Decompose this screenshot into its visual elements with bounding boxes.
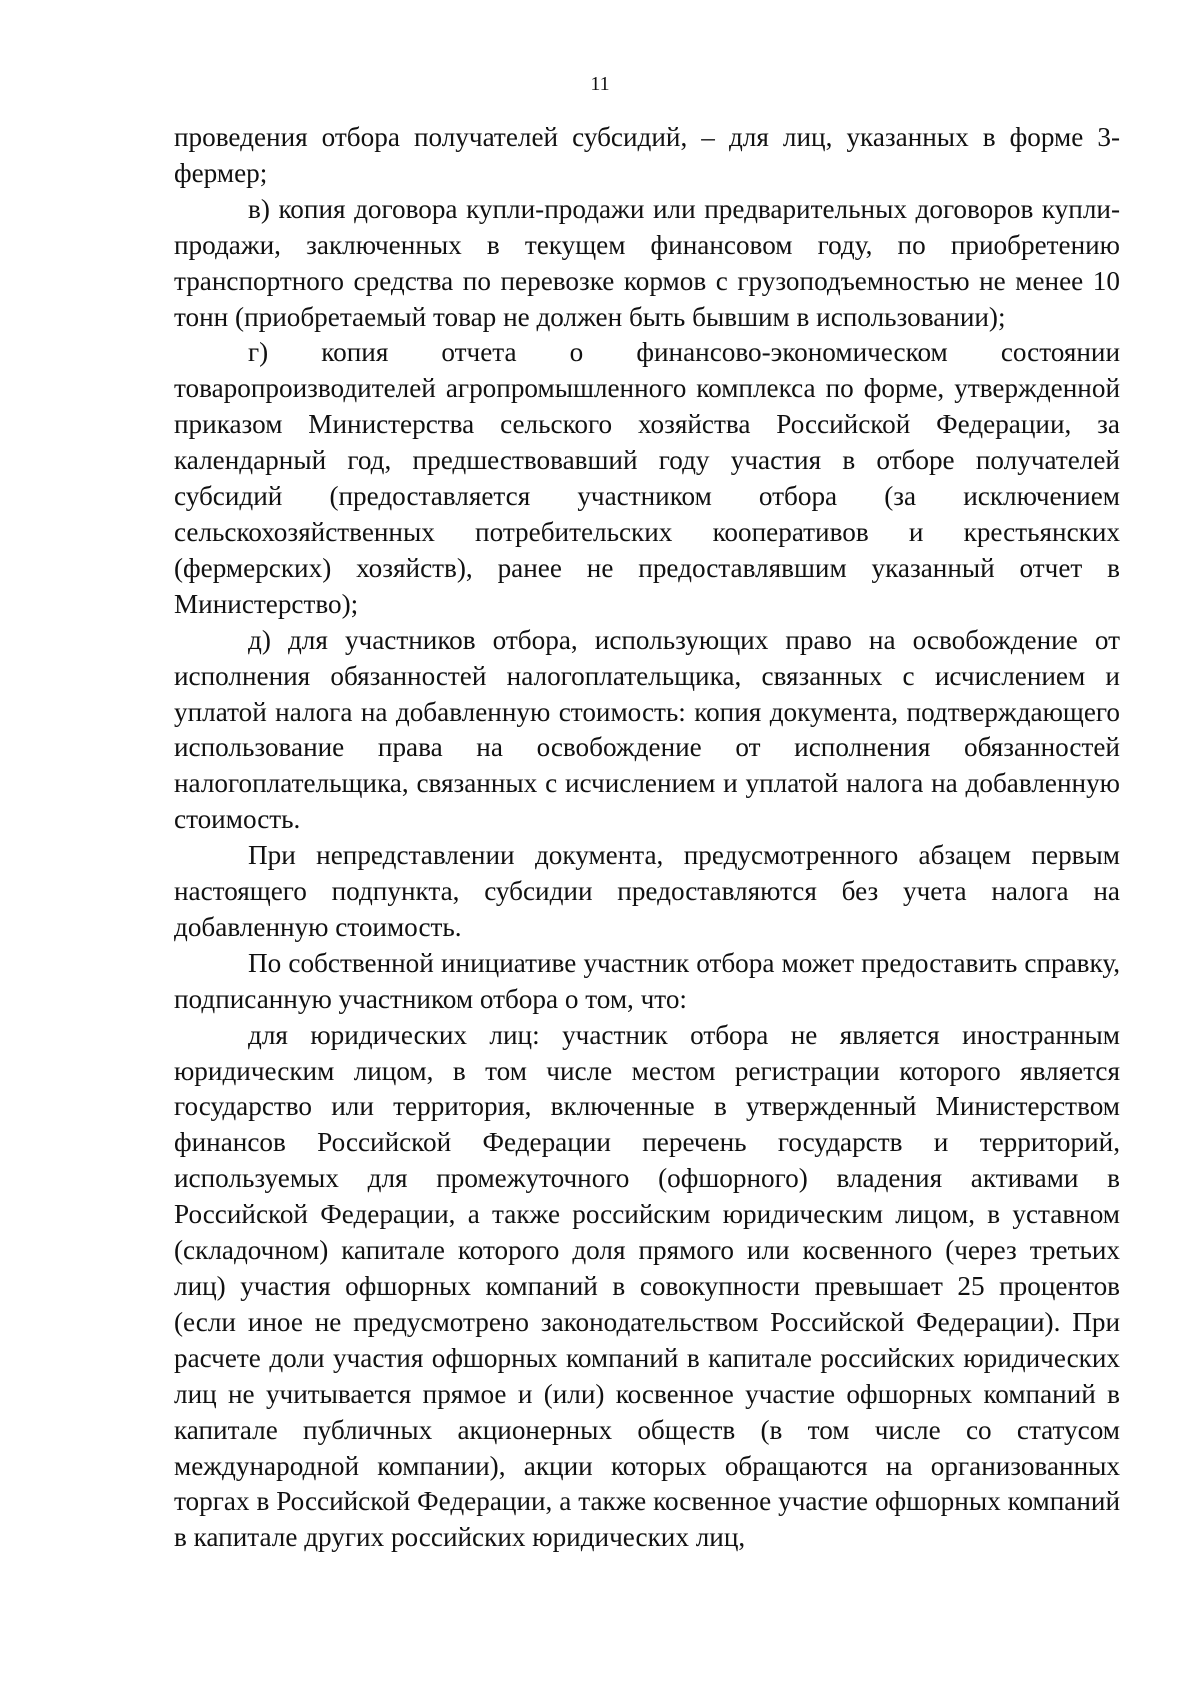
paragraph: проведения отбора получателей субсидий, – для лиц, указанных в форме 3-фермер; bbox=[174, 122, 1120, 188]
page-number: 11 bbox=[590, 73, 610, 95]
paragraph-item-g: г) копия отчета о финансово-экономическом состоянии товаропроизводителей агропромышленного комплекса по форме, утвержденной приказом Министерства сельского хозяйства Российской Федерации, за календарный год, предшествовавший году участия в отборе получателей субсидий (предоставляется участником отбора (за исключением сельскохозяйственных потребительских кооперативов и крестьянских (фермерских) хозяйств), ранее не предоставлявшим указанный отчет в Министерство); bbox=[174, 337, 1120, 619]
paragraph-item-v: в) копия договора купли-продажи или предварительных договоров купли-продажи, заключенных в текущем финансовом году, по приобретению транспортного средства по перевозке кормов с грузоподъемностью не менее 10 тонн (приобретаемый товар не должен быть бывшим в использовании); bbox=[174, 193, 1120, 332]
document-body bbox=[174, 120, 1120, 1556]
paragraph: При непредставлении документа, предусмотренного абзацем первым настоящего подпункта, субсидии предоставляются без учета налога на добавленную стоимость. bbox=[174, 840, 1120, 942]
paragraph-item-d: д) для участников отбора, использующих право на освобождение от исполнения обязанностей налогоплательщика, связанных с исчислением и уплатой налога на добавленную стоимость: копия документа, подтверждающего использование права на освобождение от исполнения обязанностей налогоплательщика, связанных с исчислением и уплатой налога на добавленную стоимость. bbox=[174, 624, 1120, 835]
paragraph: По собственной инициативе участник отбора может предоставить справку, подписанную участником отбора о том, что: bbox=[174, 947, 1120, 1014]
paragraph: для юридических лиц: участник отбора не является иностранным юридическим лицом, в том числе местом регистрации которого является государство или территория, включенные в утвержденный Министерством финансов Российской Федерации перечень государств и территорий, используемых для промежуточного (офшорного) владения активами в Российской Федерации, а также российским юридическим лицом, в уставном (складочном) капитале которого доля прямого или косвенного (через третьих лиц) участия офшорных компаний в совокупности превышает 25 процентов (если иное не предусмотрено законодательством Российской Федерации). При расчете доли участия офшорных компаний в капитале российских юридических лиц не учитывается прямое и (или) косвенное участие офшорных компаний в капитале публичных акционерных обществ (в том числе со статусом международной компании), акции которых обращаются на организованных торгах в Российской Федерации, а также косвенное участие офшорных компаний в капитале других российских юридических лиц, bbox=[174, 1019, 1120, 1553]
